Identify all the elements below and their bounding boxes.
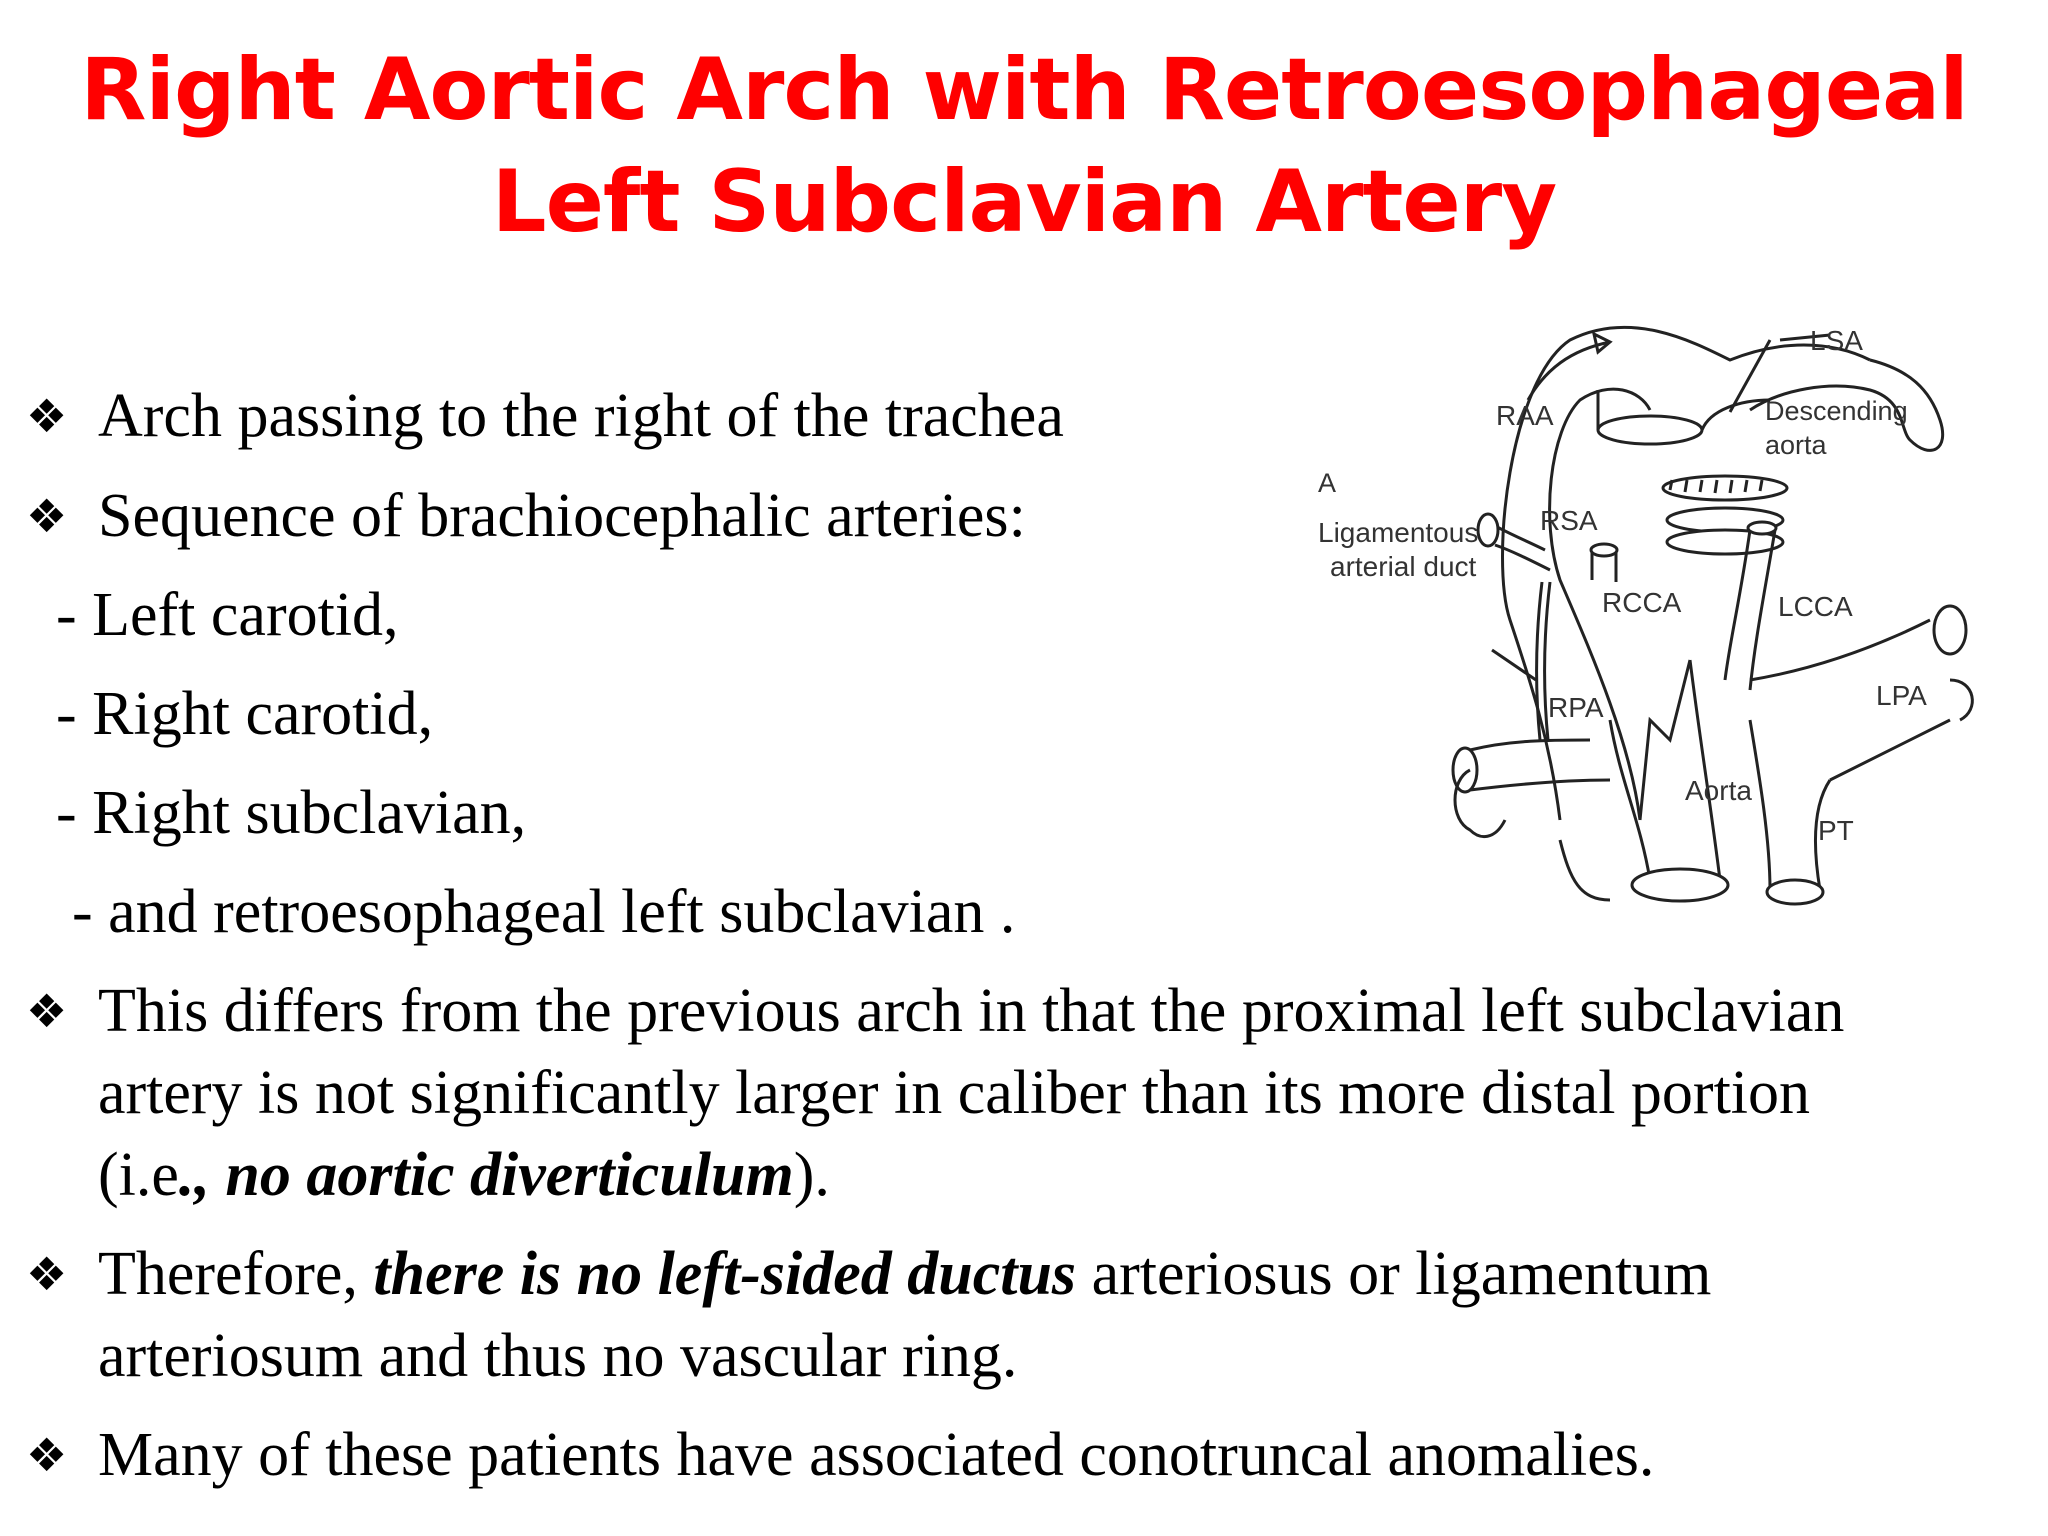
- bullet-therefore-line1: Therefore, there is no left-sided ductus arteriosus or ligamentum: [98, 1240, 1712, 1308]
- no-diverticulum-text: ., no aortic diverticulum: [178, 1141, 794, 1209]
- bullet-differs-line1: This differs from the previous arch in that the proximal left subclavian: [98, 977, 1845, 1045]
- label-rpa: RPA: [1548, 692, 1604, 723]
- sub-retroesophageal: - and retroesophageal left subclavian .: [72, 878, 1016, 946]
- label-aorta: Aorta: [1685, 775, 1752, 806]
- label-rcca: RCCA: [1602, 587, 1682, 618]
- no-ductus-text: there is no left-sided ductus: [373, 1240, 1077, 1308]
- title-line-2: Left Subclavian Artery: [491, 152, 1557, 252]
- title-line-1: Right Aortic Arch with Retroesophageal: [80, 40, 1968, 140]
- bullet-icon: ❖: [26, 489, 68, 543]
- rcca-lumen: [1591, 544, 1617, 556]
- bullet-conotruncal: Many of these patients have associated conotruncal anomalies.: [98, 1421, 1655, 1489]
- bullet-therefore-line2: arteriosum and thus no vascular ring.: [98, 1322, 1018, 1390]
- label-descending: Descending: [1765, 396, 1908, 426]
- arch-lumen: [1598, 416, 1702, 444]
- bullet-differs-line3: (i.e., no aortic diverticulum).: [98, 1141, 830, 1209]
- duct-pointer: [1492, 650, 1536, 680]
- slide-title: [0, 34, 2048, 258]
- bullet-differs-line2: artery is not significantly larger in caliber than its more distal portion: [98, 1059, 1811, 1127]
- aorta-lumen: [1632, 869, 1728, 901]
- trachea-ring-top: [1663, 476, 1787, 500]
- label-lcca: LCCA: [1778, 591, 1853, 622]
- lcca-lumen: [1748, 522, 1776, 534]
- bullet-icon: ❖: [26, 1428, 68, 1482]
- label-lsa: LSA: [1810, 325, 1863, 356]
- aortic-arch-diagram: [1310, 320, 2040, 920]
- label-a: A: [1318, 468, 1337, 498]
- lpa-lumen: [1934, 606, 1966, 654]
- aorta-right-wall: [1690, 660, 1720, 880]
- aorta-left-wall: [1610, 720, 1650, 880]
- sub-left-carotid: - Left carotid,: [56, 581, 399, 649]
- rpa: [1470, 740, 1610, 790]
- sub-right-carotid: - Right carotid,: [56, 680, 434, 748]
- pulmonary-trunk: [1750, 720, 1830, 890]
- label-raa: RAA: [1496, 400, 1554, 431]
- bullet-arch-right: Arch passing to the right of the trachea: [98, 382, 1064, 450]
- rsa-lumen: [1478, 514, 1498, 546]
- label-pt: PT: [1818, 815, 1854, 846]
- label-ligamentous: Ligamentous: [1318, 517, 1479, 548]
- lpa-branch: [1950, 680, 1972, 720]
- bullet-icon: ❖: [26, 389, 68, 443]
- bullet-sequence: Sequence of brachiocephalic arteries:: [98, 482, 1026, 550]
- label-arterial-duct: arterial duct: [1330, 551, 1477, 582]
- label-lpa: LPA: [1876, 680, 1927, 711]
- bullet-icon: ❖: [26, 1247, 68, 1301]
- bullet-icon: ❖: [26, 984, 68, 1038]
- pt-lumen: [1767, 880, 1823, 904]
- label-rsa: RSA: [1540, 505, 1598, 536]
- label-aorta-desc: aorta: [1765, 430, 1827, 460]
- sub-right-subclavian: - Right subclavian,: [56, 779, 527, 847]
